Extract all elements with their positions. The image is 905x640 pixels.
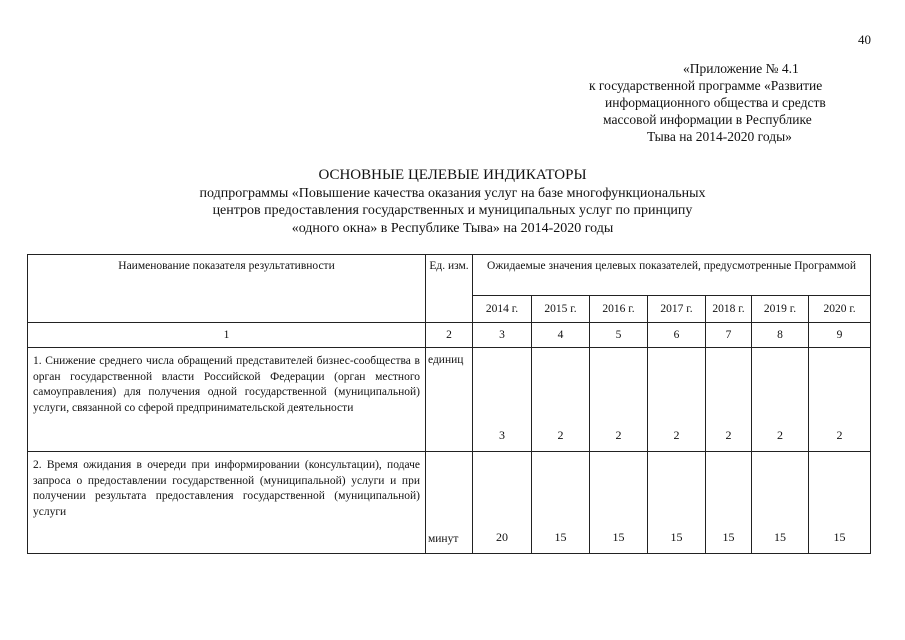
column-number: 6: [648, 323, 706, 348]
table-row: [28, 348, 871, 452]
heading-line-1: подпрограммы «Повышение качества оказания услуг на базе многофункциональных: [199, 185, 706, 201]
year-cell: 2019 г.: [752, 296, 809, 323]
page-number: 40: [858, 32, 871, 47]
header-unit: Ед. изм.: [426, 255, 473, 323]
indicator-value: 2: [590, 348, 648, 452]
header-row: [28, 255, 871, 296]
indicator-value: 15: [809, 452, 871, 554]
year-cell: 2015 г.: [532, 296, 590, 323]
heading-line-3: «одного окна» в Республике Тыва» на 2014-2020 годы: [291, 220, 614, 236]
year-cell: 2016 г.: [590, 296, 648, 323]
annex-line-1: «Приложение № 4.1: [683, 61, 799, 76]
table-row: [28, 452, 871, 554]
indicators-table: [27, 254, 871, 554]
indicator-value: 15: [706, 452, 752, 554]
column-number: 9: [809, 323, 871, 348]
column-number: 2: [426, 323, 473, 348]
column-number: 3: [473, 323, 532, 348]
indicator-value: 2: [809, 348, 871, 452]
heading-line-2: центров предоставления государственных и муниципальных услуг по принципу: [212, 203, 693, 218]
year-cell: 2020 г.: [809, 296, 871, 323]
column-numbers-row: [28, 323, 871, 348]
heading-title: ОСНОВНЫЕ ЦЕЛЕВЫЕ ИНДИКАТОРЫ: [318, 167, 587, 183]
indicator-value: 2: [752, 348, 809, 452]
annex-line-5: Тыва на 2014-2020 годы»: [647, 129, 792, 144]
column-number: 1: [28, 323, 426, 348]
year-cell: 2014 г.: [473, 296, 532, 323]
column-number: 7: [706, 323, 752, 348]
indicator-value: 20: [473, 452, 532, 554]
annex-block: [585, 60, 855, 145]
indicator-name: 1. Снижение среднего числа обращений представителей бизнес-сообщества в орган государственной власти Российской Федерации (орган местного самоуправления) для получения одной государственной (муниципальной) услуги, связанной со сферой предпринимательской деятельности: [28, 348, 426, 452]
document-heading: [0, 167, 905, 237]
indicator-value: 3: [473, 348, 532, 452]
column-number: 5: [590, 323, 648, 348]
column-number: 4: [532, 323, 590, 348]
indicator-value: 2: [648, 348, 706, 452]
indicator-value: 15: [648, 452, 706, 554]
indicator-value: 15: [532, 452, 590, 554]
indicator-value: 2: [532, 348, 590, 452]
header-expected-values: Ожидаемые значения целевых показателей, предусмотренные Программой: [473, 255, 871, 296]
indicator-unit: единиц: [426, 348, 473, 452]
column-number: 8: [752, 323, 809, 348]
indicator-value: 2: [706, 348, 752, 452]
indicator-unit: минут: [426, 452, 473, 554]
indicator-value: 15: [752, 452, 809, 554]
annex-line-3: информационного общества и средств: [605, 95, 826, 110]
indicator-value: 15: [590, 452, 648, 554]
annex-line-2: к государственной программе «Развитие: [589, 78, 823, 93]
annex-line-4: массовой информации в Республике: [603, 112, 812, 127]
header-indicator-name: Наименование показателя результативности: [28, 255, 426, 323]
year-cell: 2018 г.: [706, 296, 752, 323]
year-cell: 2017 г.: [648, 296, 706, 323]
indicator-name: 2. Время ожидания в очереди при информировании (консультации), подаче запроса о предоставлении государственной (муниципальной) услуги и при получении результата предоставления государственной (муниципальной) услуги: [28, 452, 426, 554]
